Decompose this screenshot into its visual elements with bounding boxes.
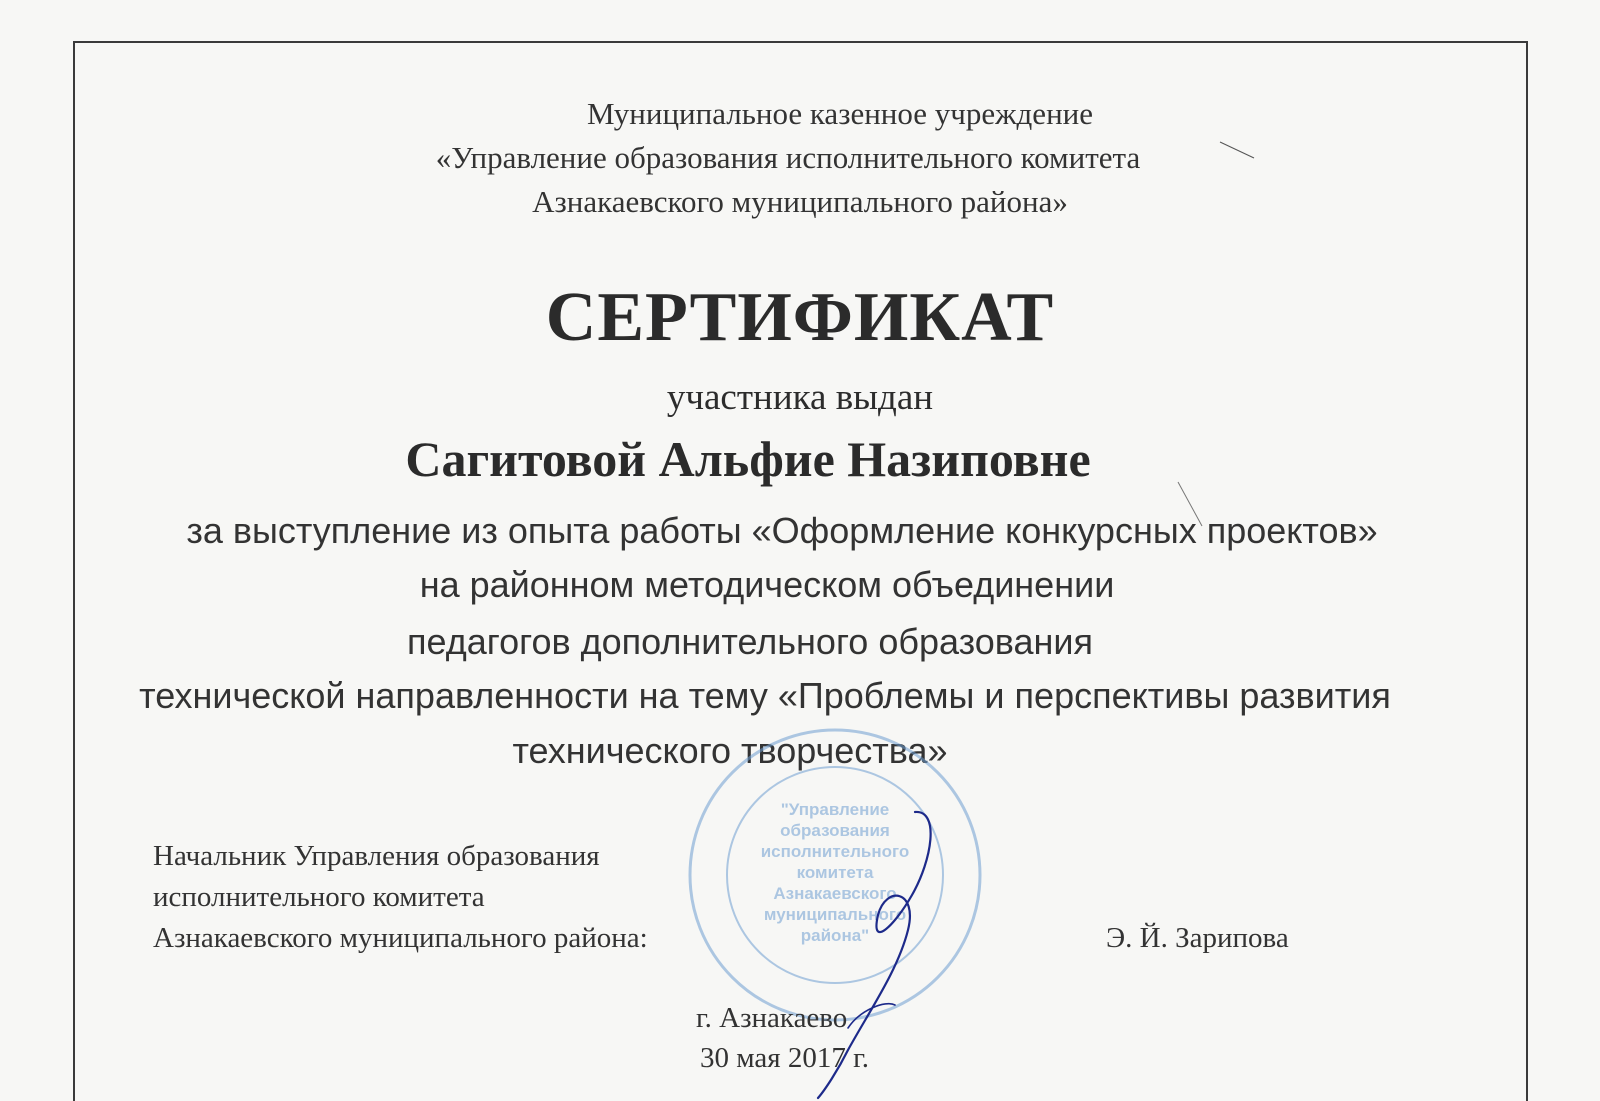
body-line-2: на районном методическом объединении [419,564,1115,605]
body-line-4: технической направленности на тему «Проблемы и перспективы развития [139,675,1391,716]
stamp-text-line: муниципального [763,905,907,924]
issuer-line-3: Азнакаевского муниципального района» [532,184,1068,219]
stamp-text-line: района" [800,926,870,945]
body-line-5: технического творчества» [512,730,948,771]
signer-position-line-3: Азнакаевского муниципального района: [153,922,648,954]
body-line-3: педагогов дополнительного образования [407,621,1093,662]
stamp-text-line: исполнительного [760,842,910,861]
body-line-1: за выступление из опыта работы «Оформление конкурсных проектов» [186,510,1378,551]
recipient-name: Сагитовой Альфие Назиповне [405,431,1091,487]
pen-mark-2 [1176,480,1206,530]
stamp-text-line: Азнакаевского [773,884,897,903]
signer-position-line-1: Начальник Управления образования [153,840,600,872]
handwritten-signature [800,800,970,1100]
certificate-subtitle: участника выдан [666,377,934,418]
signer-position-line-2: исполнительного комитета [153,881,485,913]
issue-date: 30 мая 2017 г. [700,1042,869,1074]
pen-mark [1218,140,1258,160]
certificate-title: СЕРТИФИКАТ [545,279,1055,356]
issue-city: г. Азнакаево [696,1002,848,1034]
stamp-text-line: "Управление [780,800,890,819]
stamp-text-line: комитета [796,863,874,882]
issuer-line-2: «Управление образования исполнительного комитета [435,140,1141,175]
signer-name: Э. Й. Зарипова [1106,922,1289,954]
stamp-text-line: образования [780,821,890,840]
issuer-line-1: Муниципальное казенное учреждение [586,96,1094,131]
